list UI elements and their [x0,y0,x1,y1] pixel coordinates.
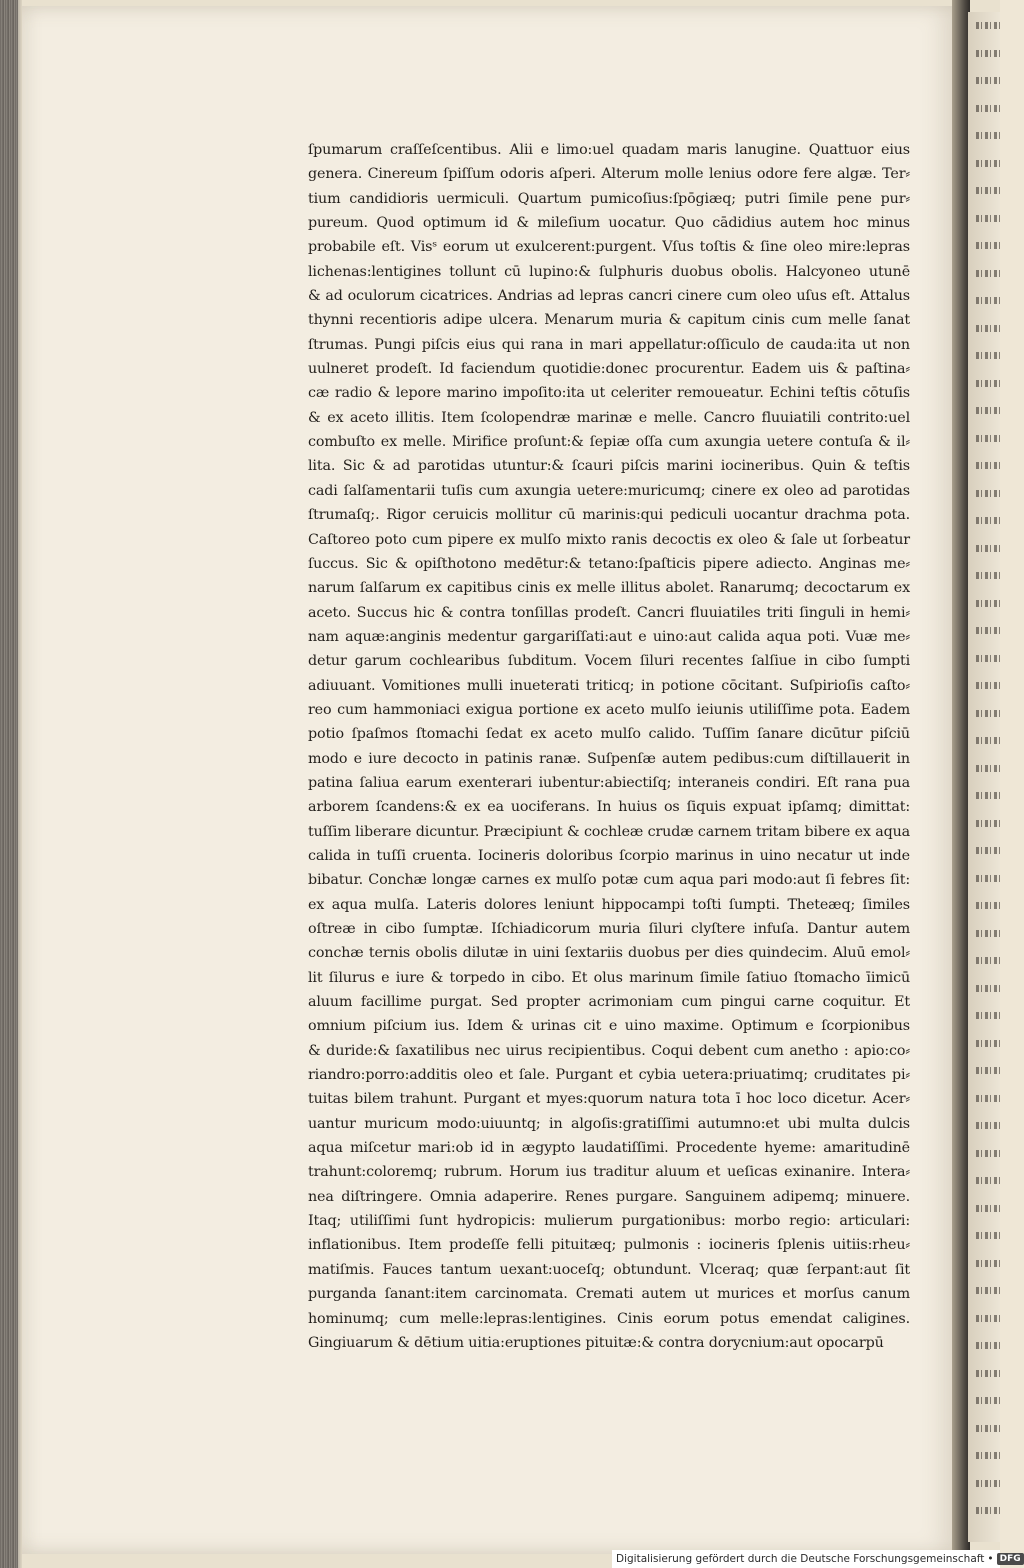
text-line: purganda ſanant:item carcinomata. Cremati autem ut murices et morſus canum [308,1286,910,1303]
text-line: uulneret prodeſt. Id faciendum quotidie:donec procurentur. Eadem uis & paſtina⸗ [308,361,910,378]
facing-page-text-fragment [972,645,1000,673]
facing-page-text-fragment [972,727,1000,755]
facing-page-text-fragment [972,232,1000,260]
text-line: calida in tuſſi cruenta. Iocineris doloribus ſcorpio marinus in uino necatur ut inde [308,847,910,864]
facing-page-text-fragment [972,425,1000,453]
facing-page-text-fragment [972,1497,1000,1525]
text-line: potio ſpaſmos ſtomachi ſedat ex aceto mulſo calido. Tuſſim ſanare dicūtur piſciū [308,726,910,743]
facing-page-text-fragment [972,150,1000,178]
facing-page-text-fragment [972,672,1000,700]
text-line: arborem ſcandens:& ex ea uociferans. In huius os ſiquis expuat ipſamq; dimittat: [308,799,910,816]
facing-page-text-fragment [972,562,1000,590]
facing-page-text-fragment [972,755,1000,783]
facing-page-text-fragment [972,1112,1000,1140]
text-line: oſtreæ in cibo ſumptæ. Iſchiadicorum muria ſiluri clyſtere infuſa. Dantur autem [308,921,910,937]
facing-page-text-fragment [972,1332,1000,1360]
facing-page-text-fragment [972,507,1000,535]
facing-page-text-fragment [972,342,1000,370]
text-line: ſtrumas. Pungi piſcis eius qui rana in mari appellatur:oſſiculo de cauda:ita ut non [308,336,910,353]
text-line: nam aquæ:anginis medentur gargariſſati:aut e uino:aut calida aqua poti. Vuæ me⸗ [308,628,910,645]
text-line: & ad oculorum cicatrices. Andrias ad lepras cancri cinere cum oleo uſus eſt. Attalus [308,288,910,305]
facing-page-text-fragment [972,700,1000,728]
latin-text-column [308,138,910,1355]
text-line: pureum. Quod optimum id & mileſium uocatur. Quo cādidius autem hoc minus [308,215,910,232]
facing-page-text-fragment [972,1085,1000,1113]
credit-text: Digitalisierung gefördert durch die Deutsche Forschungsgemeinschaft [616,1553,985,1565]
text-line: cadi ſalſamentarii tuſis cum axungia uetere:muricumq; cinere ex oleo ad parotidas [308,482,910,499]
facing-page-edge [968,12,1000,1542]
facing-page-text-fragment [972,67,1000,95]
facing-page-text-fragment [972,177,1000,205]
facing-page-text-fragment [972,617,1000,645]
text-line: ſuccus. Sic & opiſthotono medētur:& tetano:ſpaſticis pipere adiecto. Anginas me⸗ [308,555,910,572]
text-line: hominumq; cum melle:lepras:lentigines. Cinis eorum potus emendat caligines. [308,1310,910,1327]
text-line: lit ſilurus e iure & torpedo in cibo. Et olus marinum ſimile ſatiuo ſtomacho īimicū [308,969,910,986]
facing-page-text-fragment [972,590,1000,618]
text-line: & duride:& ſaxatilibus nec uirus recipientibus. Coqui debent cum anetho : apio:co⸗ [308,1042,910,1059]
facing-page-text-fragment [972,12,1000,40]
text-line: adiuuant. Vomitiones mulli inueterati triticq; in potione cōcitant. Suſpirioſis caſto⸗ [308,677,910,694]
text-line: aluum facillime purgat. Sed propter acrimoniam cum pingui carne coquitur. Et [308,994,910,1011]
dfg-logo: DFG [997,1553,1024,1565]
credit-separator: • [987,1553,994,1565]
text-line: tuſſim liberare dicuntur. Præcipiunt & cochleæ crudæ carnem tritam bibere ex aqua [308,823,910,840]
text-line: & ex aceto illitis. Item ſcolopendræ marinæ e melle. Cancro fluuiatili contrito:uel [308,409,910,426]
text-line: ſtrumaſq;. Rigor ceruicis mollitur cū marinis:qui pediculi uocantur drachma pota. [308,507,910,524]
facing-page-text-fragment [972,782,1000,810]
text-line: Gingiuarum & dētium uitia:eruptiones pituitæ:& contra dorycnium:aut opocarpū [308,1334,884,1351]
facing-page-text-fragment [972,865,1000,893]
facing-page-text-fragment [972,1360,1000,1388]
facing-page-text-fragment [972,1415,1000,1443]
text-line: matiſmis. Fauces tantum uexant:uoceſq; obtundunt. Vlceraq; quæ ſerpant:aut ſit [308,1261,910,1278]
text-line: reo cum hammoniaci exigua portione ex aceto mulſo ieiunis utiliſſime pota. Eadem [308,701,910,718]
text-line: tium candidioris uermiculi. Quartum pumicoſius:ſpōgiæq; putri ſimile pene pur⸗ [308,190,910,207]
facing-page-text-fragment [972,1140,1000,1168]
facing-page-text-fragment [972,315,1000,343]
facing-page-text-fragment [972,1277,1000,1305]
text-line: Caſtoreo poto cum pipere ex mulſo mixto ranis decoctis ex oleo & ſale ut ſorbeatur [308,531,910,548]
text-line: nea diſtringere. Omnia adaperire. Renes purgare. Sanguinem adipemq; minuere. [308,1188,910,1205]
text-line: conchæ ternis obolis dilutæ in uini ſextariis duobus per dies quindecim. Aluū emol⸗ [308,945,910,962]
text-line: patina ſaliua earum exenterari iubentur:abiectiſq; interaneis condiri. Eſt rana pua [308,774,910,791]
facing-page-text-fragment [972,892,1000,920]
text-line: thynni recentioris adipe ulcera. Menarum muria & capitum cinis cum melle ſanat [308,312,910,329]
text-line: uantur muricum modo:uiuuntq; in algoſis:gratiſſimi autumno:et ubi multa dulcis [308,1115,910,1132]
facing-page-text-fragment [972,287,1000,315]
facing-page-text-fragment [972,535,1000,563]
text-line: lita. Sic & ad parotidas utuntur:& ſcauri piſcis marini iocineribus. Quin & teſtis [308,458,910,475]
facing-page-text-fragment [972,920,1000,948]
facing-page-text-fragment [972,122,1000,150]
text-line: detur garum cochlearibus ſubditum. Vocem ſiluri recentes ſalſiue in cibo ſumpti [308,653,910,670]
text-line: genera. Cinereum ſpiſſum odoris aſperi. Alterum molle lenius odore fere algæ. Ter⸗ [308,166,910,183]
text-line: aqua miſcetur mari:ob id in ægypto laudatiſſimi. Procedente hyeme: amaritudinē [308,1140,910,1157]
text-line: probabile eſt. Visˢ eorum ut exulcerent:purgent. Vſus toſtis & ſine oleo mire:lepras [308,239,910,256]
text-line: tuitas bilem trahunt. Purgant et myes:quorum natura tota ī hoc loco dicetur. Acer⸗ [308,1091,910,1108]
facing-page-text-fragment [972,95,1000,123]
facing-page-text-fragment [972,1057,1000,1085]
facing-page-text-fragment [972,397,1000,425]
text-line: trahunt:coloremq; rubrum. Horum ius traditur aluum et ueſicas exinanire. Intera⸗ [308,1164,910,1181]
text-line: cæ radio & lepore marino impoſito:ita ut celeriter remoueatur. Echini teſtis cōtuſis [308,385,910,402]
facing-page-text-fragment [972,1195,1000,1223]
text-line: narum ſalſarum ex capitibus cinis ex melle illitus abolet. Ranarumq; decoctarum ex [308,580,910,597]
page-block-edge [0,0,18,1568]
facing-page-text-fragment [972,1305,1000,1333]
facing-page-text-fragment [972,1387,1000,1415]
text-line: inflationibus. Item prodeſſe felli pituitæq; pulmonis : iocineris ſplenis uitiis:rheu⸗ [308,1237,910,1254]
text-line: modo e iure decocto in patinis ranæ. Suſpenſæ autem pedibus:cum diſtillauerit in [308,750,910,767]
facing-page-text-fragment [972,975,1000,1003]
text-line: Itaq; utiliſſimi ſunt hydropicis: mulierum purgationibus: morbo regio: articulari: [308,1213,910,1230]
facing-page-text-fragment [972,1030,1000,1058]
facing-page-text-fragment [972,370,1000,398]
facing-page-text-fragment [972,1167,1000,1195]
facing-page-text-fragment [972,1002,1000,1030]
text-line: aceto. Succus hic & contra tonſillas prodeſt. Cancri fluuiatiles triti ſinguli in hemi⸗ [308,604,910,621]
digitization-credit-bar [612,1550,1021,1568]
facing-page-text-fragment [972,1222,1000,1250]
facing-page-text-fragment [972,260,1000,288]
facing-page-text-fragment [972,40,1000,68]
text-line: ex aqua mulſa. Lateris dolores leniunt hippocampi toſti ſumpti. Theteæq; ſimiles [308,896,910,913]
text-line: ſpumarum craſſeſcentibus. Alii e limo:uel quadam maris lanugine. Quattuor eius [308,142,910,158]
text-line: riandro:porro:additis oleo et ſale. Purgant et cybia uetera:priuatimq; cruditates pi⸗ [308,1067,910,1084]
facing-page-text-fragment [972,1250,1000,1278]
facing-page-text-fragment [972,1442,1000,1470]
facing-page-text-fragment [972,205,1000,233]
text-line: combuſto ex melle. Mirifice proſunt:& ſepiæ oſſa cum axungia uetere contuſa & il⸗ [308,434,910,451]
facing-page-text-fragment [972,947,1000,975]
facing-page-text-fragment [972,837,1000,865]
facing-page-text-fragment [972,452,1000,480]
facing-page-text-fragment [972,1470,1000,1498]
text-line: lichenas:lentigines tollunt cū lupino:& ſulphuris duobus obolis. Halcyoneo utunē [308,263,910,280]
text-line: omnium piſcium ius. Idem & urinas cit e uino maxime. Optimum e ſcorpionibus [308,1018,910,1035]
facing-page-text-fragment [972,480,1000,508]
facing-page-text-fragment [972,810,1000,838]
text-line: bibatur. Conchæ longæ carnes ex mulſo potæ cum aqua pari modo:aut ſi febres ſit: [308,872,910,889]
